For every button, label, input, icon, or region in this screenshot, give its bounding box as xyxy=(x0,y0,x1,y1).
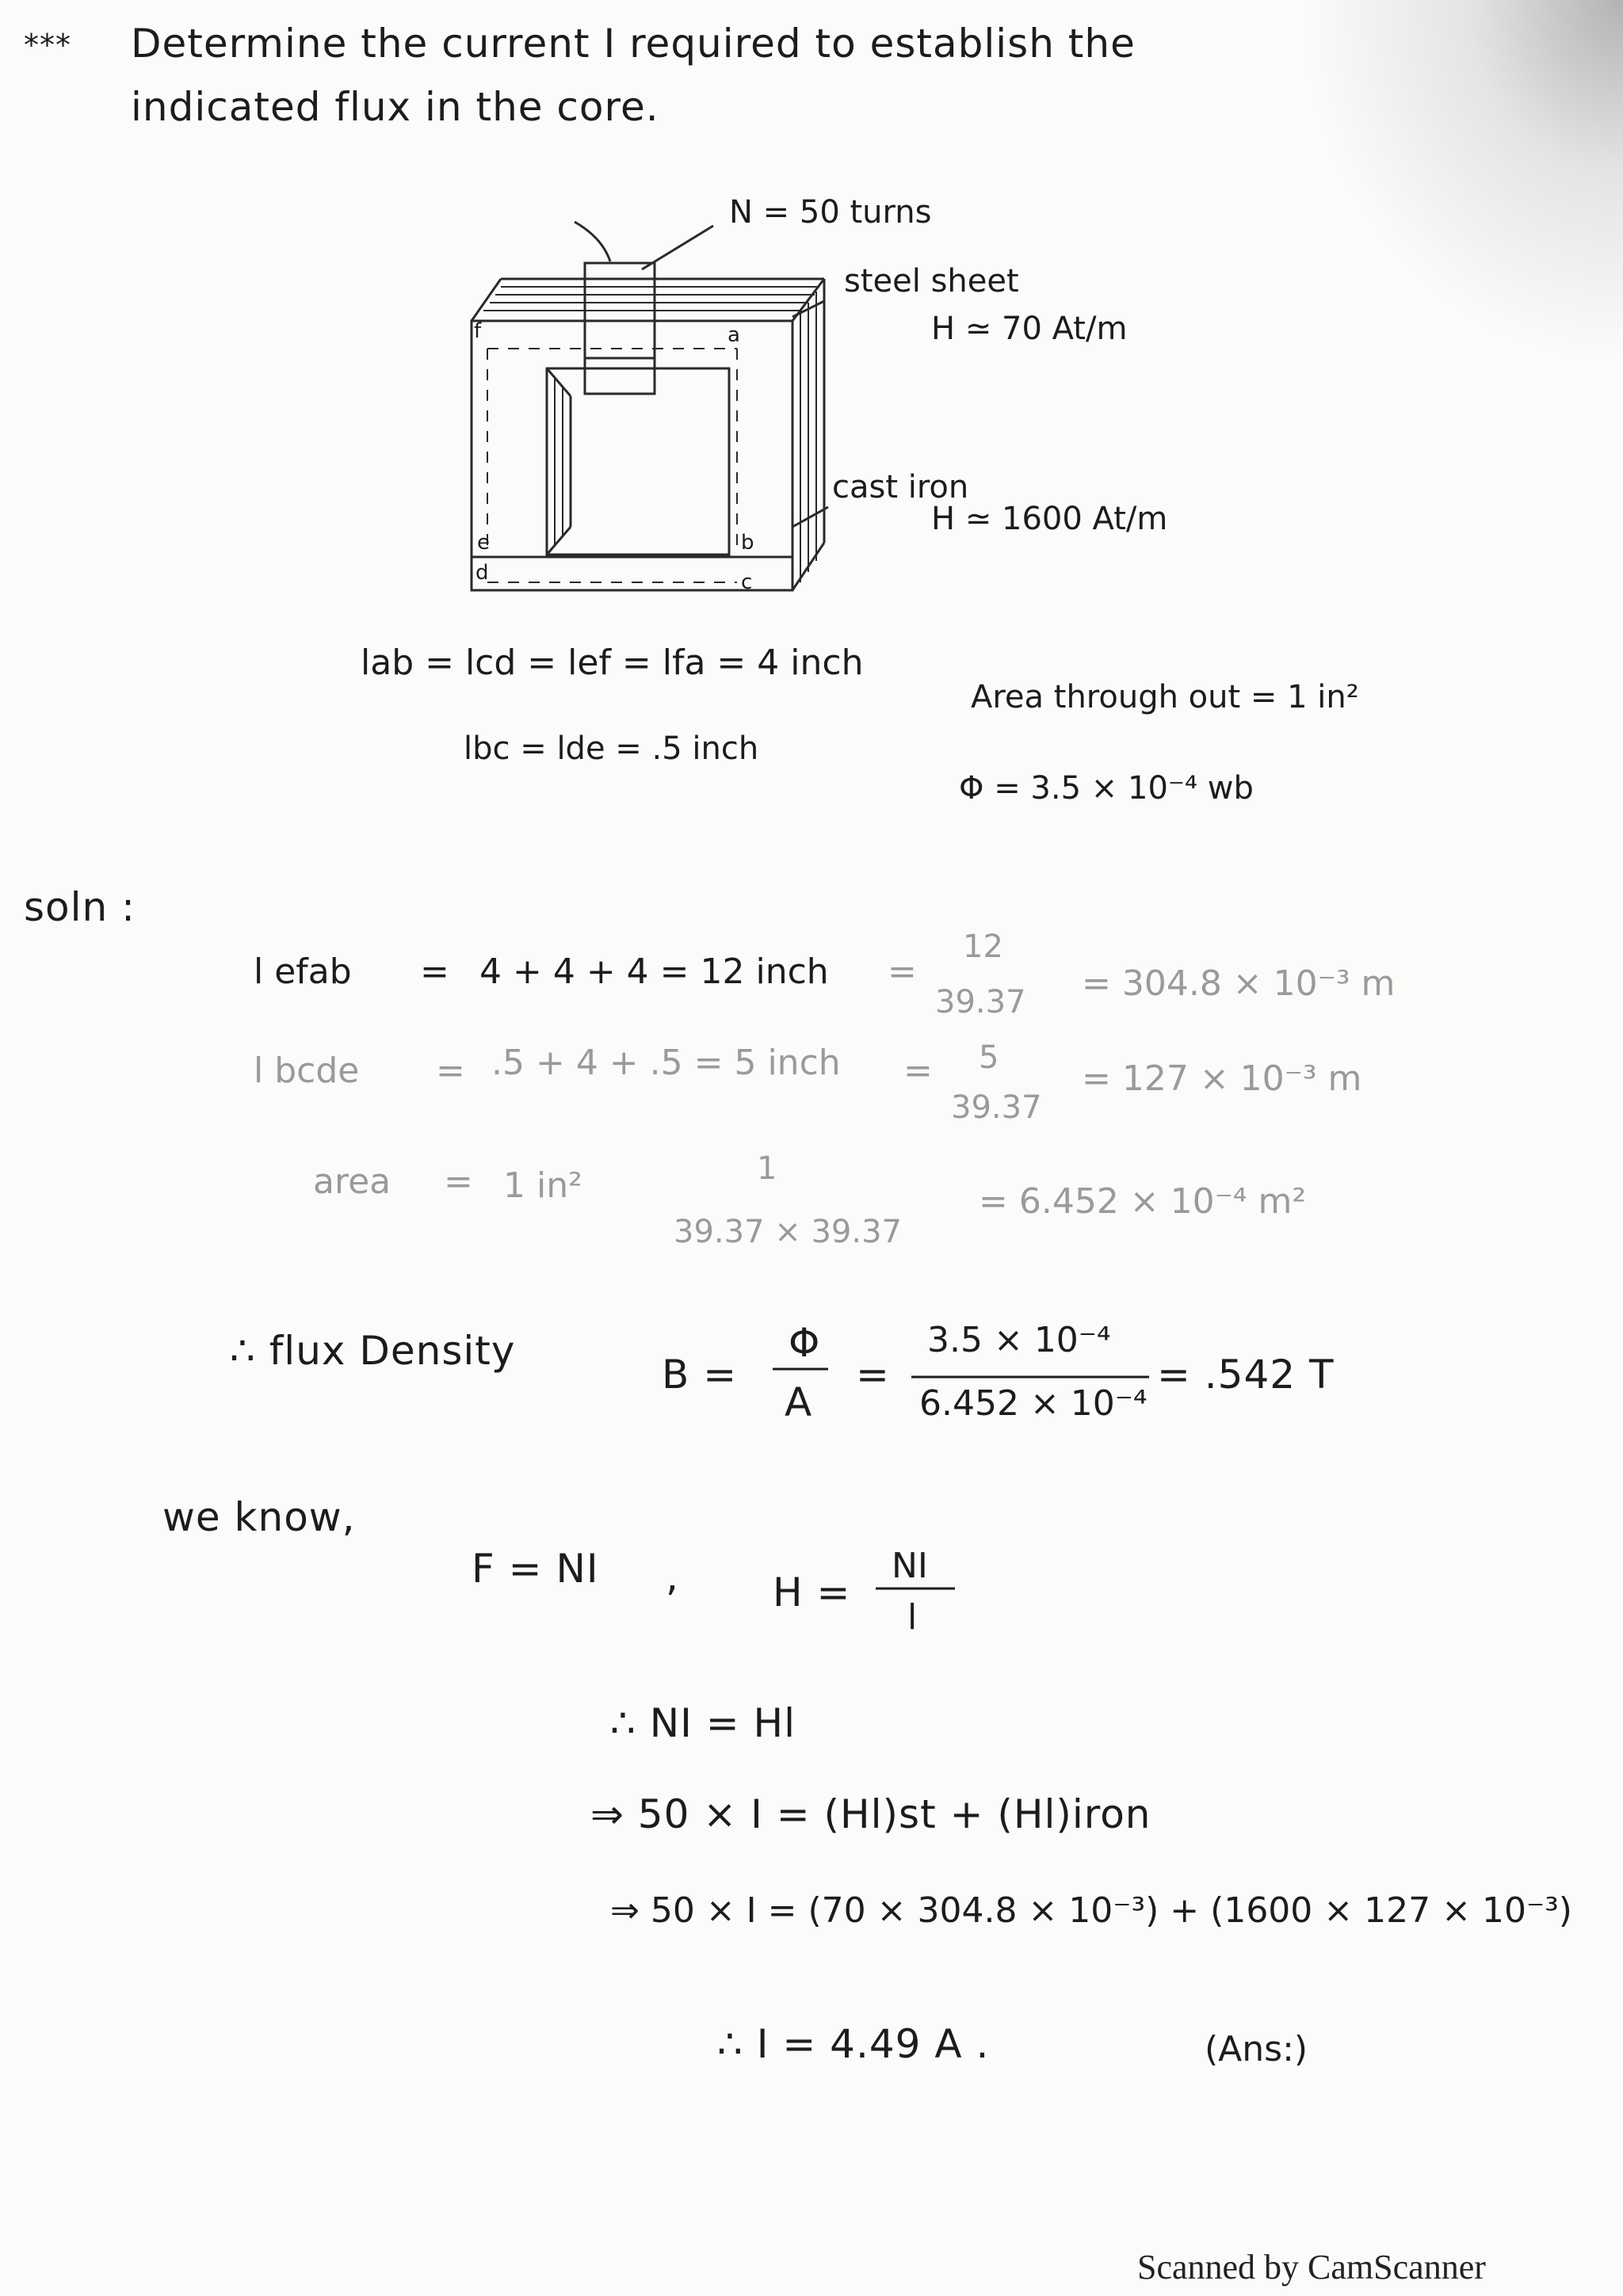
l-efab-eq: = xyxy=(420,952,449,992)
step-2: ⇒ 50 × I = (70 × 304.8 × 10⁻³) + (1600 × 127 × 10⁻³) xyxy=(610,1890,1572,1931)
we-know-label: we know, xyxy=(162,1494,356,1540)
scanner-watermark: Scanned by CamScanner xyxy=(1137,2248,1486,2286)
point-c: c xyxy=(741,570,753,594)
problem-line-1: Determine the current I required to establish the xyxy=(131,21,1136,67)
l-bcde-num: 5 xyxy=(979,1039,999,1076)
area-result: = 6.452 × 10⁻⁴ m² xyxy=(979,1181,1306,1222)
l-efab-eq2: = xyxy=(888,952,917,992)
h-numerator: NI xyxy=(892,1546,928,1586)
h-equation: H = xyxy=(773,1569,851,1615)
l-efab-den: 39.37 xyxy=(935,984,1026,1020)
cast-iron-h-label: H ≃ 1600 At/m xyxy=(931,501,1168,537)
flux-density-num: Φ xyxy=(789,1320,821,1366)
l-bcde-eq2: = xyxy=(903,1051,933,1091)
problem-line-2: indicated flux in the core. xyxy=(131,84,659,130)
step-1: ⇒ 50 × I = (Hl)st + (Hl)iron xyxy=(590,1791,1151,1837)
given-flux: Φ = 3.5 × 10⁻⁴ wb xyxy=(959,770,1254,807)
point-a: a xyxy=(727,323,740,347)
flux-density-eq: = xyxy=(856,1352,890,1398)
l-efab-label: l efab xyxy=(254,952,352,992)
steel-h-label: H ≃ 70 At/m xyxy=(931,311,1128,347)
point-f: f xyxy=(474,319,482,343)
l-bcde-den: 39.37 xyxy=(951,1089,1042,1126)
l-bcde-label: l bcde xyxy=(254,1051,360,1091)
problem-marker: *** xyxy=(24,28,71,63)
area-den: 39.37 × 39.37 xyxy=(674,1214,902,1250)
steel-sheet-label: steel sheet xyxy=(844,263,1019,299)
flux-density-b: B = xyxy=(662,1352,738,1398)
l-efab-num: 12 xyxy=(963,929,1003,965)
equation-comma: , xyxy=(666,1554,679,1600)
point-d: d xyxy=(475,561,489,585)
point-e: e xyxy=(477,531,490,555)
area-label: area xyxy=(313,1161,391,1202)
l-efab-sum: 4 + 4 + 4 = 12 inch xyxy=(479,952,829,992)
given-area: Area through out = 1 in² xyxy=(971,679,1359,715)
l-bcde-eq: = xyxy=(436,1051,465,1091)
l-bcde-sum: .5 + 4 + .5 = 5 inch xyxy=(491,1043,841,1083)
turns-label: N = 50 turns xyxy=(729,194,932,231)
solution-heading: soln : xyxy=(24,884,136,930)
given-lengths-short: lbc = lde = .5 inch xyxy=(464,730,759,767)
answer-line: ∴ I = 4.49 A . xyxy=(717,2021,990,2067)
flux-density-result: = .542 T xyxy=(1157,1352,1335,1398)
ni-equation: ∴ NI = Hl xyxy=(610,1700,796,1746)
area-value: 1 in² xyxy=(503,1165,582,1206)
flux-density-label: ∴ flux Density xyxy=(230,1328,516,1374)
l-bcde-result: = 127 × 10⁻³ m xyxy=(1082,1058,1362,1099)
flux-density-den: A xyxy=(785,1379,813,1425)
answer-tag: (Ans:) xyxy=(1205,2029,1308,2069)
l-efab-result: = 304.8 × 10⁻³ m xyxy=(1082,963,1396,1004)
flux-density-num2: 3.5 × 10⁻⁴ xyxy=(927,1320,1111,1360)
area-eq: = xyxy=(444,1161,473,1202)
mmf-equation: F = NI xyxy=(472,1546,599,1592)
flux-density-den2: 6.452 × 10⁻⁴ xyxy=(919,1383,1148,1424)
given-lengths-long: lab = lcd = lef = lfa = 4 inch xyxy=(361,643,864,683)
point-b: b xyxy=(741,531,754,555)
cast-iron-label: cast iron xyxy=(832,469,969,505)
area-num: 1 xyxy=(757,1150,777,1187)
h-denominator: l xyxy=(907,1597,918,1638)
